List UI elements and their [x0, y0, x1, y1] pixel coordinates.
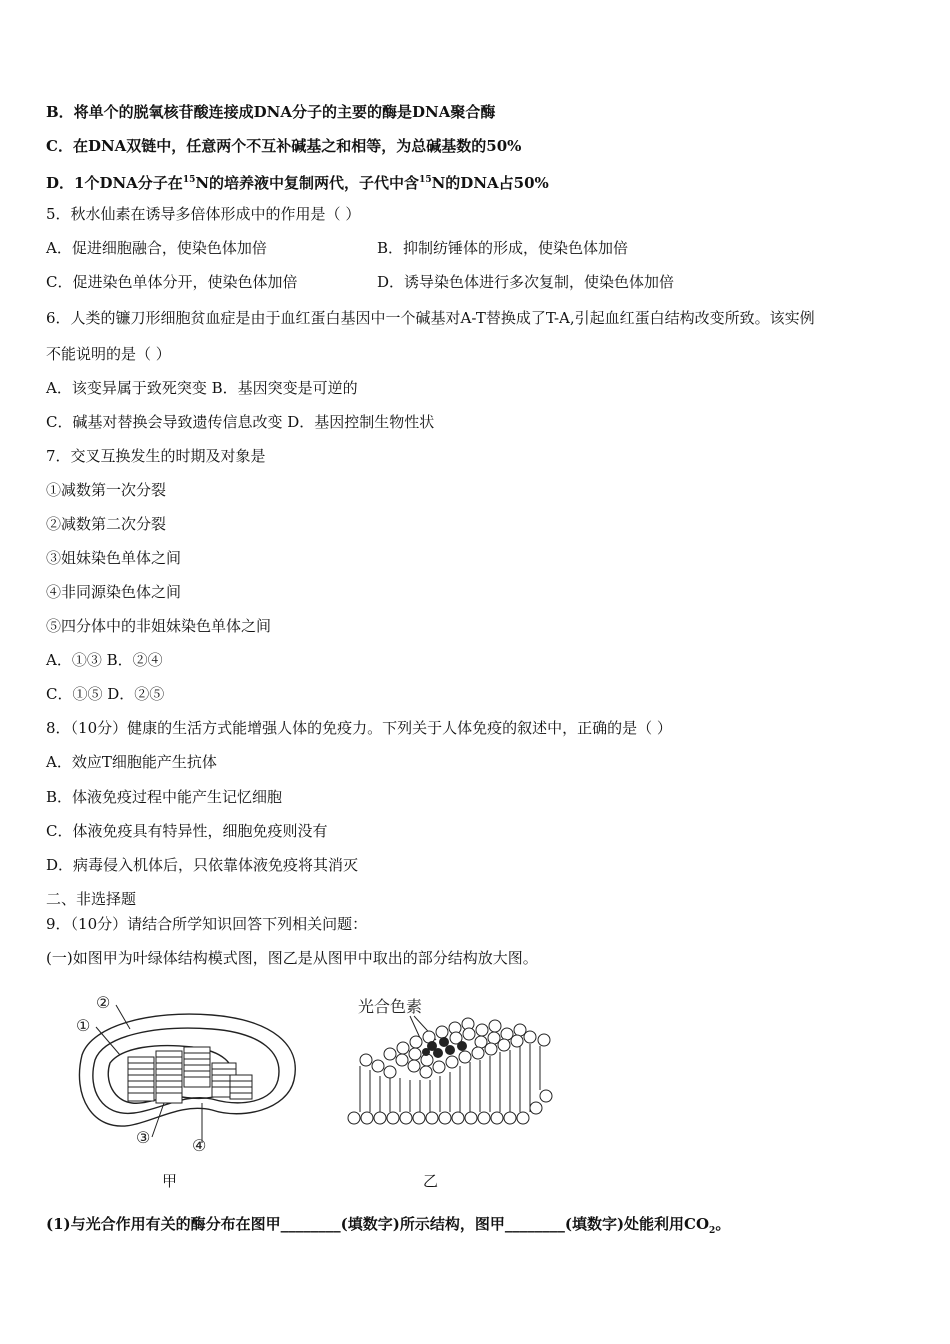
caption-yi: 乙	[423, 1172, 439, 1190]
label-2: ②	[96, 993, 111, 1012]
q7-item-1: ①减数第一次分裂	[46, 481, 167, 499]
q5-option-c: C．促进染色单体分开，使染色体加倍	[46, 273, 298, 291]
q7-item-4: ④非同源染色体之间	[46, 583, 182, 601]
q5-option-d: D．诱导染色体进行多次复制，使染色体加倍	[377, 273, 675, 291]
label-1: ①	[76, 1016, 91, 1035]
q5-option-b: B．抑制纺锤体的形成，使染色体加倍	[377, 239, 629, 257]
q9-subquestion-1: (1)与光合作用有关的酶分布在图甲________(填数字)所示结构，图甲________(填数字)处能利用$CO_2$。	[46, 1215, 731, 1236]
q8-stem: 8．（10分）健康的生活方式能增强人体的免疫力。下列关于人体免疫的叙述中，正确的是（ ）	[46, 719, 672, 737]
q5-stem: 5．秋水仙素在诱导多倍体形成中的作用是（ ）	[46, 205, 361, 223]
q5-option-a: A．促进细胞融合，使染色体加倍	[46, 239, 267, 257]
q8-option-c: C．体液免疫具有特异性，细胞免疫则没有	[46, 822, 328, 840]
q7-item-5: ⑤四分体中的非姐妹染色单体之间	[46, 617, 272, 635]
q6-options-ab: A．该变异属于致死突变 B．基因突变是可逆的	[46, 379, 358, 397]
q4-option-c: C．在DNA双链中，任意两个不互补碱基之和相等，为总碱基数的50%	[46, 137, 522, 155]
label-4: ④	[192, 1136, 207, 1155]
q7-options-cd: C．①⑤ D．②⑤	[46, 685, 165, 703]
q6-stem-line1: 6．人类的镰刀形细胞贫血症是由于血红蛋白基因中一个碱基对A-T替换成了T-A,引起血红蛋白结构改变所致。该实例	[46, 309, 815, 327]
q7-stem: 7．交叉互换发生的时期及对象是	[46, 447, 266, 465]
pigment-label: 光合色素	[358, 997, 423, 1016]
section-heading: 二、非选择题	[46, 890, 137, 908]
q7-options-ab: A．①③ B．②④	[46, 651, 163, 669]
q8-option-a: A．效应T细胞能产生抗体	[46, 753, 217, 771]
caption-jia: 甲	[162, 1172, 178, 1190]
thylakoid-membrane-diagram	[340, 990, 560, 1140]
q7-item-2: ②减数第二次分裂	[46, 515, 167, 533]
q8-option-b: B．体液免疫过程中能产生记忆细胞	[46, 788, 283, 806]
q7-item-3: ③姐妹染色单体之间	[46, 549, 182, 567]
q9-stem: 9．（10分）请结合所学知识回答下列相关问题：	[46, 915, 368, 933]
q4-option-d: D．1个DNA分子在$^{15}$N的培养液中复制两代，子代中含$^{15}$N的DNA占50%	[46, 174, 549, 192]
label-3: ③	[136, 1128, 151, 1147]
q9-part1-intro: (一)如图甲为叶绿体结构模式图，图乙是从图甲中取出的部分结构放大图。	[46, 949, 538, 967]
q6-stem-line2: 不能说明的是（ ）	[46, 345, 171, 363]
q8-option-d: D．病毒侵入机体后，只依靠体液免疫将其消灭	[46, 856, 359, 874]
q6-options-cd: C．碱基对替换会导致遗传信息改变 D．基因控制生物性状	[46, 413, 435, 431]
q4-option-b: B．将单个的脱氧核苷酸连接成DNA分子的主要的酶是DNA聚合酶	[46, 103, 496, 121]
chloroplast-diagram	[62, 985, 302, 1165]
